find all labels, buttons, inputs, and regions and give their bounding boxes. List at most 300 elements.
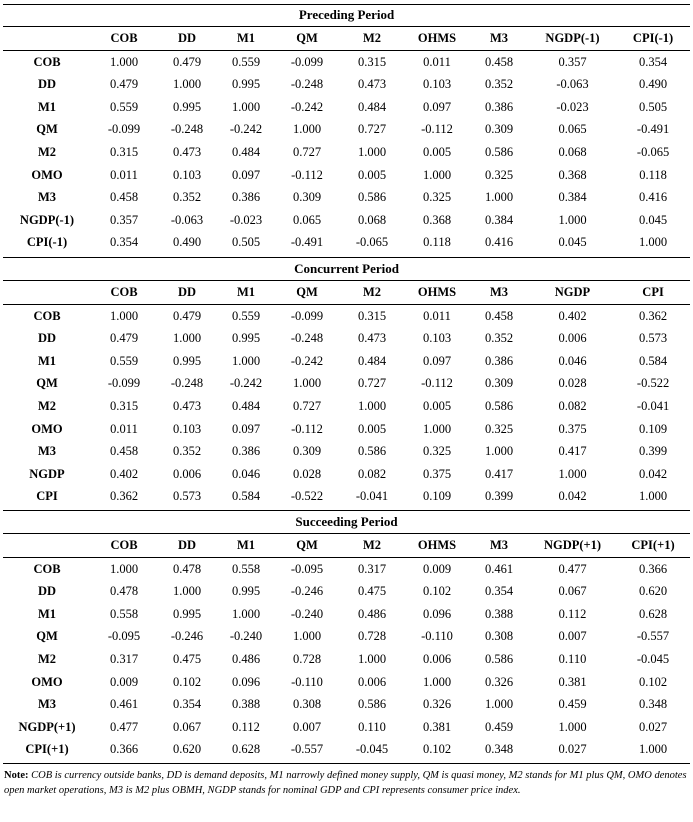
column-header: DD <box>157 27 217 51</box>
table-cell: 0.352 <box>484 77 514 92</box>
table-cell: 0.308 <box>292 697 322 712</box>
column-header: CPI <box>616 281 690 305</box>
table-cell: 0.628 <box>231 742 261 757</box>
table-cell: 0.490 <box>639 77 668 92</box>
table-cell: 0.475 <box>357 584 387 599</box>
table-cell: 0.486 <box>357 606 387 621</box>
table-cell: 0.009 <box>405 557 469 580</box>
table-cell: 0.096 <box>231 674 261 689</box>
table-cell: 0.727 <box>292 398 322 413</box>
column-header: M2 <box>339 27 405 51</box>
table-cell: 0.357 <box>109 212 139 227</box>
table-cell: 0.620 <box>172 742 202 757</box>
table-cell: 0.103 <box>172 421 202 436</box>
row-label: OMO <box>31 674 63 689</box>
table-cell: -0.063 <box>556 77 589 92</box>
table-cell: -0.240 <box>290 606 324 621</box>
column-header: QM <box>275 534 339 558</box>
table-cell: -0.242 <box>290 353 324 368</box>
table-cell: 0.309 <box>292 190 322 205</box>
table-cell: 0.368 <box>558 167 587 182</box>
panel-title-row <box>3 4 690 27</box>
table-cell: 0.366 <box>109 742 139 757</box>
table-cell: 0.325 <box>422 444 452 459</box>
table-cell: 1.000 <box>484 444 514 459</box>
table-cell: 0.103 <box>422 331 452 346</box>
table-cell: 0.458 <box>109 444 139 459</box>
table-cell: 1.000 <box>638 742 668 757</box>
table-cell: 0.006 <box>422 651 452 666</box>
table-cell: 1.000 <box>558 719 587 734</box>
table-cell: 0.586 <box>357 697 387 712</box>
table-cell: 0.005 <box>422 144 452 159</box>
row-label: M3 <box>37 444 57 459</box>
column-header: NGDP <box>529 281 616 305</box>
column-header: M1 <box>217 27 275 51</box>
table-cell: 0.586 <box>357 444 387 459</box>
table-cell: 0.381 <box>422 719 452 734</box>
table-cell: -0.099 <box>107 376 141 391</box>
table-cell: 0.728 <box>357 629 387 644</box>
table-cell: 0.375 <box>558 421 587 436</box>
row-label: COB <box>3 50 91 73</box>
table-cell: -0.557 <box>636 629 670 644</box>
table-cell: -0.112 <box>421 376 453 391</box>
table-cell: 1.000 <box>357 651 387 666</box>
table-cell: 0.728 <box>292 651 322 666</box>
row-label: CPI(-1) <box>26 235 68 250</box>
table-row <box>3 73 690 96</box>
row-label: QM <box>36 376 58 391</box>
table-row <box>3 395 690 418</box>
table-cell: 1.000 <box>292 122 322 137</box>
table-cell: 0.475 <box>172 651 202 666</box>
table-cell: 0.110 <box>358 719 386 734</box>
row-label: DD <box>37 77 57 92</box>
table-cell: 0.402 <box>109 466 139 481</box>
table-cell: -0.099 <box>275 304 339 327</box>
row-label: M3 <box>37 190 57 205</box>
table-cell: -0.099 <box>275 50 339 73</box>
table-cell: 0.362 <box>616 304 690 327</box>
table-cell: -0.240 <box>229 629 263 644</box>
table-cell: 0.097 <box>231 167 261 182</box>
table-cell: 0.097 <box>422 99 452 114</box>
panel-title-row <box>3 511 690 534</box>
column-header: DD <box>157 534 217 558</box>
row-label: OMO <box>31 421 63 436</box>
table-cell: 0.326 <box>484 674 514 689</box>
table-note <box>4 768 688 798</box>
table-cell: 0.352 <box>172 190 202 205</box>
note-text: COB is currency outside banks, DD is demand deposits, M1 narrowly defined money supply, QM is quasi money, M2 stands for M1 plus QM, OMO denotes open market operations, M3 is M2 plus OBMH, NGDP stands for nominal GDP and CPI represents consumer price index. <box>4 770 687 796</box>
table-cell: 0.478 <box>157 557 217 580</box>
table-cell: 0.402 <box>529 304 616 327</box>
table-cell: 0.477 <box>529 557 616 580</box>
row-label: M2 <box>37 144 57 159</box>
table-row <box>3 485 690 508</box>
table-cell: 1.000 <box>231 353 261 368</box>
table-cell: -0.522 <box>636 376 670 391</box>
table-cell: 0.620 <box>638 584 668 599</box>
table-cell: 0.118 <box>639 167 667 182</box>
table-cell: 0.478 <box>109 584 139 599</box>
table-cell: 0.082 <box>558 398 587 413</box>
table-cell: 1.000 <box>292 629 322 644</box>
table-cell: 0.477 <box>109 719 139 734</box>
table-row <box>3 625 690 648</box>
row-label: QM <box>36 629 58 644</box>
column-header: CPI(-1) <box>616 27 690 51</box>
row-label: M1 <box>37 353 57 368</box>
table-row <box>3 231 690 254</box>
table-cell: 0.354 <box>484 584 514 599</box>
table-cell: 0.042 <box>558 489 587 504</box>
column-header: M2 <box>339 281 405 305</box>
row-label: COB <box>3 557 91 580</box>
table-cell: 0.995 <box>172 606 202 621</box>
table-row <box>3 350 690 373</box>
table-cell: 0.308 <box>484 629 514 644</box>
table-cell: 1.000 <box>357 398 387 413</box>
table-cell: 0.097 <box>231 421 261 436</box>
column-header: NGDP(-1) <box>529 27 616 51</box>
table-row <box>3 141 690 164</box>
table-cell: 0.315 <box>339 304 405 327</box>
table-cell: 0.102 <box>172 674 202 689</box>
table-cell: 0.011 <box>405 304 469 327</box>
table-cell: 0.027 <box>558 742 587 757</box>
table-cell: 0.459 <box>558 697 587 712</box>
table-cell: 0.484 <box>231 398 261 413</box>
table-row <box>3 580 690 603</box>
table-cell: 0.505 <box>231 235 261 250</box>
column-header: M3 <box>469 281 529 305</box>
table-cell: 0.309 <box>292 444 322 459</box>
column-header <box>3 27 91 51</box>
table-cell: 0.384 <box>484 212 514 227</box>
table-row <box>3 440 690 463</box>
table-cell: 1.000 <box>91 50 157 73</box>
table-cell: -0.095 <box>107 629 141 644</box>
table-cell: 0.416 <box>639 190 668 205</box>
table-cell: 0.995 <box>172 353 202 368</box>
table-cell: 0.326 <box>422 697 452 712</box>
table-cell: 0.573 <box>639 331 668 346</box>
table-cell: 0.416 <box>484 235 514 250</box>
table-cell: 0.586 <box>484 398 514 413</box>
table-cell: 0.352 <box>172 444 202 459</box>
column-header: QM <box>275 281 339 305</box>
table-row <box>3 693 690 716</box>
table-cell: 0.459 <box>484 719 514 734</box>
column-header: M1 <box>217 534 275 558</box>
table-cell: 0.046 <box>231 466 261 481</box>
column-header: COB <box>91 27 157 51</box>
table-row <box>3 209 690 232</box>
table-cell: 0.046 <box>558 353 587 368</box>
table-cell: 0.102 <box>422 742 452 757</box>
table-cell: 1.000 <box>639 235 668 250</box>
table-cell: 0.028 <box>292 466 322 481</box>
table-cell: -0.248 <box>170 376 204 391</box>
table-row <box>3 603 690 626</box>
table-cell: 0.479 <box>157 304 217 327</box>
table-cell: 0.381 <box>558 674 587 689</box>
table-cell: 0.068 <box>558 144 587 159</box>
table-cell: -0.041 <box>355 489 389 504</box>
table-cell: 0.042 <box>639 466 668 481</box>
table-cell: 0.065 <box>558 122 587 137</box>
table-row <box>3 463 690 486</box>
table-cell: 0.417 <box>558 444 587 459</box>
table-cell: 0.375 <box>422 466 452 481</box>
row-label: DD <box>37 331 57 346</box>
table-cell: 0.458 <box>469 50 529 73</box>
row-label: QM <box>36 122 58 137</box>
table-cell: 0.011 <box>110 167 138 182</box>
table-cell: 0.559 <box>109 99 139 114</box>
column-header <box>3 534 91 558</box>
table-cell: -0.112 <box>291 421 323 436</box>
table-cell: 0.082 <box>357 466 387 481</box>
table-cell: 0.309 <box>484 376 514 391</box>
table-cell: 0.484 <box>357 353 387 368</box>
table-cell: -0.557 <box>290 742 324 757</box>
table-cell: 0.067 <box>558 584 587 599</box>
table-cell: 0.110 <box>558 651 587 666</box>
column-header-row <box>3 534 690 558</box>
row-label: M2 <box>37 651 57 666</box>
table-cell: 0.995 <box>172 99 202 114</box>
table-cell: 1.000 <box>422 674 452 689</box>
column-header: DD <box>157 281 217 305</box>
table-cell: 1.000 <box>91 557 157 580</box>
table-cell: 1.000 <box>422 421 452 436</box>
table-row <box>3 372 690 395</box>
row-label: CPI <box>36 489 58 504</box>
table-cell: 1.000 <box>558 466 587 481</box>
table-cell: 0.484 <box>357 99 387 114</box>
table-cell: 0.068 <box>357 212 387 227</box>
table-cell: 0.028 <box>558 376 587 391</box>
table-row <box>3 671 690 694</box>
table-cell: 0.007 <box>558 629 587 644</box>
row-label: COB <box>3 304 91 327</box>
table-cell: 0.325 <box>484 421 514 436</box>
column-header: NGDP(+1) <box>529 534 616 558</box>
column-header: QM <box>275 27 339 51</box>
table-cell: -0.246 <box>290 584 324 599</box>
table-cell: 0.473 <box>172 144 202 159</box>
table-cell: 0.586 <box>357 190 387 205</box>
table-cell: 0.384 <box>558 190 587 205</box>
table-cell: 1.000 <box>484 697 514 712</box>
table-cell: 1.000 <box>558 212 587 227</box>
table-cell: 0.006 <box>558 331 587 346</box>
table-cell: -0.246 <box>170 629 204 644</box>
table-cell: 1.000 <box>172 584 202 599</box>
row-label: NGDP <box>29 466 65 481</box>
column-header: M3 <box>469 27 529 51</box>
table-cell: 0.558 <box>217 557 275 580</box>
panel-concurrent <box>3 257 690 508</box>
table-cell: -0.242 <box>229 122 263 137</box>
table-row <box>3 418 690 441</box>
row-label: M3 <box>37 697 57 712</box>
table-cell: 0.118 <box>423 235 451 250</box>
table-cell: 0.348 <box>638 697 668 712</box>
table-cell: -0.242 <box>290 99 324 114</box>
table-cell: 0.995 <box>231 331 261 346</box>
table-cell: 0.007 <box>292 719 322 734</box>
table-cell: 0.005 <box>357 167 387 182</box>
table-cell: 0.486 <box>231 651 261 666</box>
column-header-row <box>3 281 690 305</box>
table-row <box>3 186 690 209</box>
table-cell: 0.357 <box>529 50 616 73</box>
table-row <box>3 738 690 761</box>
column-header: M2 <box>339 534 405 558</box>
table-cell: 0.112 <box>232 719 260 734</box>
table-cell: 0.009 <box>109 674 139 689</box>
table-cell: 0.325 <box>484 167 514 182</box>
table-cell: 0.065 <box>292 212 322 227</box>
table-cell: -0.110 <box>421 629 453 644</box>
table-cell: 0.317 <box>339 557 405 580</box>
row-label: M1 <box>37 606 57 621</box>
table-cell: 0.006 <box>172 466 202 481</box>
table-cell: 0.559 <box>217 50 275 73</box>
table-cell: 0.573 <box>172 489 202 504</box>
table-cell: 0.006 <box>357 674 387 689</box>
table-cell: 0.584 <box>639 353 668 368</box>
table-cell: 0.473 <box>357 331 387 346</box>
table-cell: 0.484 <box>231 144 261 159</box>
table-cell: 0.388 <box>231 697 261 712</box>
table-cell: 0.386 <box>231 190 261 205</box>
table-cell: 0.490 <box>172 235 202 250</box>
table-cell: 0.727 <box>292 144 322 159</box>
table-cell: 0.559 <box>109 353 139 368</box>
table-cell: 0.354 <box>172 697 202 712</box>
table-cell: 0.417 <box>484 466 514 481</box>
table-cell: -0.248 <box>290 77 324 92</box>
table-cell: -0.023 <box>556 99 589 114</box>
table-cell: 0.354 <box>109 235 139 250</box>
table-cell: -0.491 <box>290 235 324 250</box>
table-row <box>3 648 690 671</box>
table-cell: -0.099 <box>107 122 141 137</box>
table-cell: -0.110 <box>291 674 323 689</box>
table-cell: -0.242 <box>229 376 263 391</box>
table-cell: -0.023 <box>229 212 263 227</box>
table-row <box>3 118 690 141</box>
table-cell: 0.505 <box>639 99 668 114</box>
table-cell: 0.103 <box>422 77 452 92</box>
panel-title: Concurrent Period <box>3 258 690 281</box>
panel-preceding <box>3 4 690 254</box>
table-cell: 0.325 <box>422 190 452 205</box>
table-cell: 1.000 <box>91 304 157 327</box>
table-cell: 1.000 <box>639 489 668 504</box>
table-cell: 0.027 <box>638 719 668 734</box>
table-cell: 0.005 <box>357 421 387 436</box>
table-cell: 1.000 <box>231 606 261 621</box>
table-cell: 0.461 <box>109 697 139 712</box>
table-cell: 0.386 <box>484 353 514 368</box>
table-cell: 1.000 <box>172 77 202 92</box>
table-cell: -0.248 <box>290 331 324 346</box>
column-header <box>3 281 91 305</box>
row-label: OMO <box>31 167 63 182</box>
table-cell: 0.102 <box>422 584 452 599</box>
table-cell: 0.995 <box>231 77 261 92</box>
table-cell: 0.045 <box>639 212 668 227</box>
column-header: COB <box>91 534 157 558</box>
table-cell: 0.399 <box>484 489 514 504</box>
table-cell: 0.473 <box>172 398 202 413</box>
table-row <box>3 557 690 580</box>
table-cell: -0.248 <box>170 122 204 137</box>
table-cell: 0.559 <box>217 304 275 327</box>
table-cell: 0.352 <box>484 331 514 346</box>
table-cell: -0.065 <box>355 235 389 250</box>
table-cell: 0.399 <box>639 444 668 459</box>
table-cell: -0.491 <box>636 122 670 137</box>
table-row <box>3 716 690 739</box>
table-cell: 0.727 <box>357 376 387 391</box>
panel-title-row <box>3 258 690 281</box>
table-row <box>3 327 690 350</box>
table-cell: 0.479 <box>109 77 139 92</box>
table-cell: 0.005 <box>422 398 452 413</box>
table-cell: 0.628 <box>638 606 668 621</box>
table-cell: 0.586 <box>484 651 514 666</box>
column-header: COB <box>91 281 157 305</box>
table-row <box>3 50 690 73</box>
table-cell: 0.461 <box>469 557 529 580</box>
table-cell: -0.065 <box>636 144 670 159</box>
table-cell: 0.388 <box>484 606 514 621</box>
table-cell: 0.315 <box>109 398 139 413</box>
table-cell: 0.727 <box>357 122 387 137</box>
table-cell: -0.041 <box>636 398 670 413</box>
column-header: M1 <box>217 281 275 305</box>
note-label: Note: <box>4 770 29 781</box>
table-cell: 0.096 <box>422 606 452 621</box>
table-cell: 0.315 <box>109 144 139 159</box>
table-cell: 1.000 <box>357 144 387 159</box>
row-label: M1 <box>37 99 57 114</box>
table-cell: -0.522 <box>290 489 324 504</box>
table-cell: -0.095 <box>275 557 339 580</box>
column-header: OHMS <box>405 27 469 51</box>
table-cell: 0.558 <box>109 606 139 621</box>
table-cell: 0.386 <box>231 444 261 459</box>
row-label: M2 <box>37 398 57 413</box>
table-cell: 0.586 <box>484 144 514 159</box>
table-cell: 0.368 <box>422 212 452 227</box>
row-label: NGDP(-1) <box>19 212 75 227</box>
table-row <box>3 304 690 327</box>
table-cell: 0.011 <box>110 421 138 436</box>
table-cell: 0.309 <box>484 122 514 137</box>
row-label: DD <box>37 584 57 599</box>
table-cell: 0.103 <box>172 167 202 182</box>
table-cell: 0.584 <box>231 489 261 504</box>
table-cell: 0.354 <box>616 50 690 73</box>
